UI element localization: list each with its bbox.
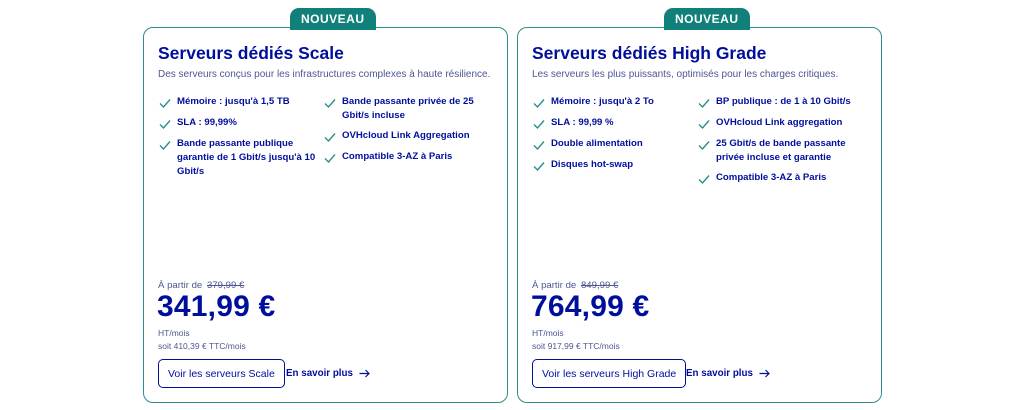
- learn-more-label: En savoir plus: [286, 368, 353, 379]
- feature-item: [697, 116, 872, 131]
- feature-list: [532, 95, 872, 192]
- card-subtitle: Des serveurs conçus pour les infrastructures complexes à haute résilience.: [158, 69, 491, 80]
- feature-item: [323, 150, 498, 165]
- feature-text: Mémoire : jusqu'à 2 To: [551, 96, 654, 107]
- feature-item: [532, 137, 697, 152]
- old-price: 379,99 €: [206, 280, 245, 291]
- feature-text: SLA : 99,99 %: [551, 117, 614, 128]
- arrow-right-icon: [359, 369, 370, 378]
- learn-more-label: En savoir plus: [686, 368, 753, 379]
- arrow-right-icon: [759, 369, 770, 378]
- price-ttc: soit 410,39 € TTC/mois: [158, 341, 246, 351]
- card-title: Serveurs dédiés High Grade: [532, 43, 767, 63]
- feature-text: OVHcloud Link aggregation: [716, 117, 843, 128]
- feature-column: [323, 95, 498, 185]
- check-icon: [697, 117, 711, 131]
- price-from-label: À partir de: [532, 280, 577, 291]
- feature-column: [158, 95, 323, 185]
- price-ttc: soit 917,99 € TTC/mois: [532, 341, 620, 351]
- feature-item: [697, 171, 872, 186]
- check-icon: [323, 96, 337, 110]
- price-unit: HT/mois: [532, 328, 564, 338]
- check-icon: [323, 130, 337, 144]
- learn-more-link[interactable]: [286, 368, 370, 379]
- feature-item: [697, 137, 872, 165]
- feature-text: Mémoire : jusqu'à 1,5 TB: [177, 96, 290, 107]
- check-icon: [532, 138, 546, 152]
- feature-list: [158, 95, 498, 185]
- check-icon: [323, 151, 337, 165]
- feature-text: Compatible 3-AZ à Paris: [342, 151, 453, 162]
- check-icon: [532, 117, 546, 131]
- product-card-high-grade: [517, 12, 882, 403]
- feature-item: [323, 129, 498, 144]
- check-icon: [532, 96, 546, 110]
- feature-text: BP publique : de 1 à 10 Gbit/s: [716, 96, 851, 107]
- feature-text: SLA : 99,99%: [177, 117, 237, 128]
- new-badge: NOUVEAU: [290, 8, 376, 30]
- price-from-label: À partir de: [158, 280, 203, 291]
- feature-text: Bande passante publique garantie de 1 Gbit/s jusqu'à 10 Gbit/s: [177, 138, 316, 177]
- view-servers-button[interactable]: Voir les serveurs Scale: [158, 359, 285, 388]
- check-icon: [697, 96, 711, 110]
- feature-text: OVHcloud Link Aggregation: [342, 130, 470, 141]
- feature-item: [532, 116, 697, 131]
- feature-text: Bande passante privée de 25 Gbit/s incluse: [342, 96, 474, 121]
- check-icon: [532, 159, 546, 173]
- check-icon: [158, 96, 172, 110]
- product-card-scale: [143, 12, 508, 403]
- card-subtitle: Les serveurs les plus puissants, optimisés pour les charges critiques.: [532, 69, 839, 80]
- price: 341,99 €: [157, 290, 276, 323]
- feature-item: [323, 95, 498, 123]
- learn-more-link[interactable]: [686, 368, 770, 379]
- feature-text: Disques hot-swap: [551, 159, 634, 170]
- card-title: Serveurs dédiés Scale: [158, 43, 344, 63]
- check-icon: [158, 117, 172, 131]
- price: 764,99 €: [531, 290, 650, 323]
- feature-item: [158, 95, 323, 110]
- feature-item: [532, 95, 697, 110]
- view-servers-button[interactable]: Voir les serveurs High Grade: [532, 359, 686, 388]
- check-icon: [697, 138, 711, 152]
- new-badge: NOUVEAU: [664, 8, 750, 30]
- feature-item: [532, 158, 697, 173]
- feature-text: Compatible 3-AZ à Paris: [716, 172, 827, 183]
- feature-text: Double alimentation: [551, 138, 643, 149]
- check-icon: [697, 172, 711, 186]
- old-price: 849,99 €: [580, 280, 619, 291]
- feature-column: [697, 95, 872, 192]
- feature-item: [158, 116, 323, 131]
- check-icon: [158, 138, 172, 152]
- price-unit: HT/mois: [158, 328, 190, 338]
- feature-item: [158, 137, 323, 179]
- feature-column: [532, 95, 697, 192]
- feature-item: [697, 95, 872, 110]
- feature-text: 25 Gbit/s de bande passante privée incluse et garantie: [716, 138, 846, 163]
